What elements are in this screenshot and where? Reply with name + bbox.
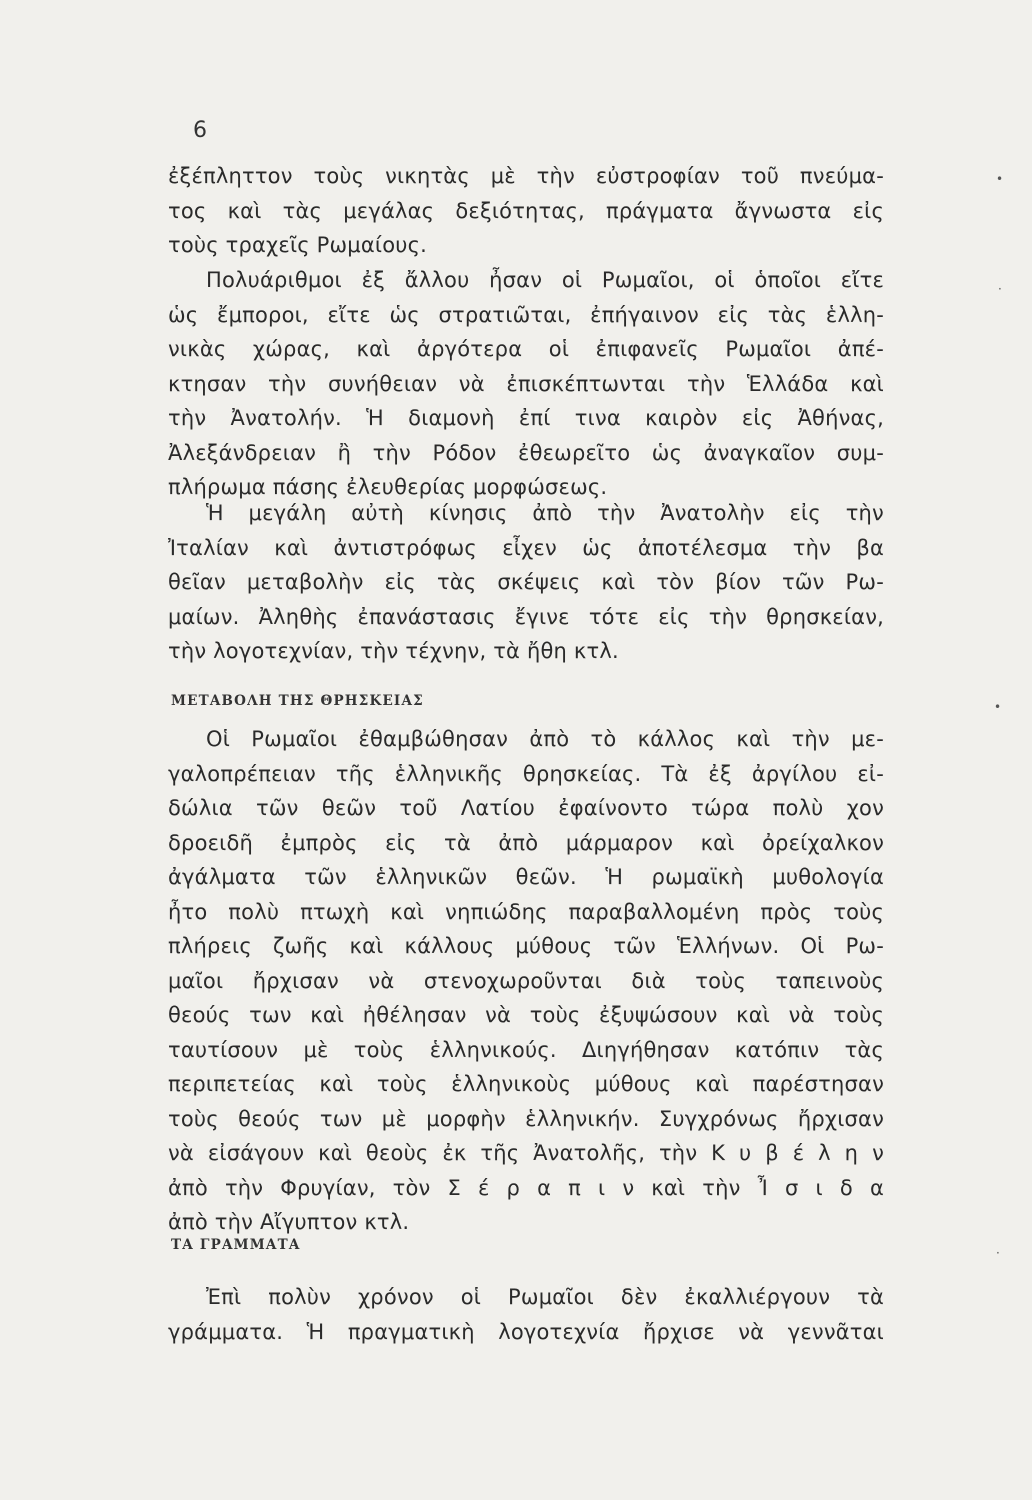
margin-speck: •	[994, 700, 1002, 714]
text-line: δώλια τῶν θεῶν τοῦ Λατίου ἐφαίνοντο τώρα πολὺ χον	[168, 796, 884, 820]
text-line: ἀπὸ τὴν Φρυγίαν, τὸν Σ έ ρ α π ι ν καὶ τὴν Ἶ σ ι δ α	[168, 1175, 884, 1200]
text-line: τὴν λογοτεχνίαν, τὴν τέχνην, τὰ ἤθη κτλ.	[168, 639, 619, 663]
text-line: ἐξέπληττον τοὺς νικητὰς μὲ τὴν εὐστροφίαν τοῦ πνεύμα-	[168, 164, 884, 188]
text-line: ὡς ἔμποροι, εἴτε ὡς στρατιῶται, ἐπήγαινον εἰς τὰς ἑλλη-	[168, 302, 884, 327]
margin-speck: ·	[996, 1246, 1000, 1260]
text-line: τοὺς θεούς των μὲ μορφὴν ἑλληνικήν. Συγχρόνως ἤρχισαν	[168, 1106, 884, 1131]
text-line: Πολυάριθμοι ἐξ ἄλλου ἦσαν οἱ Ρωμαῖοι, οἱ ὁποῖοι εἴτε	[206, 268, 884, 292]
text-line: Ἡ μεγάλη αὐτὴ κίνησις ἀπὸ τὴν Ἀνατολὴν εἰς τὴν	[206, 501, 884, 525]
margin-speck: ·	[998, 282, 1002, 296]
text-line: γράμματα. Ἡ πραγματικὴ λογοτεχνία ἤρχισε νὰ γεννᾶται	[168, 1319, 884, 1344]
text-line: δροειδῆ ἐμπρὸς εἰς τὰ ἀπὸ μάρμαρον καὶ ὀρείχαλκον	[168, 830, 884, 855]
text-line: πλήρωμα πάσης ἐλευθερίας μορφώσεως.	[168, 475, 608, 499]
paragraph-continued	[168, 159, 884, 263]
text-line: τος καὶ τὰς μεγάλας δεξιότητας, πράγματα ἄγνωστα εἰς	[168, 198, 884, 223]
text-line: Ἐπὶ πολὺν χρόνον οἱ Ρωμαῖοι δὲν ἐκαλλιέργουν τὰ	[206, 1285, 884, 1309]
text-line: κτησαν τὴν συνήθειαν νὰ ἐπισκέπτωνται τὴν Ἑλλάδα καὶ	[168, 371, 884, 396]
text-line: ἦτο πολὺ πτωχὴ καὶ νηπιώδης παραβαλλομένη πρὸς τοὺς	[168, 899, 884, 924]
text-line: πλήρεις ζωῆς καὶ κάλλους μύθους τῶν Ἑλλήνων. Οἱ Ρω-	[168, 934, 884, 958]
section-religion-body	[168, 722, 884, 1240]
text-line: ἀπὸ τὴν Αἴγυπτον κτλ.	[168, 1210, 410, 1234]
text-line: Ἰταλίαν καὶ ἀντιστρόφως εἶχεν ὡς ἀποτέλεσμα τὴν βα	[168, 535, 884, 560]
text-line: θεῖαν μεταβολὴν εἰς τὰς σκέψεις καὶ τὸν βίον τῶν Ρω-	[168, 570, 884, 594]
paragraph-great-movement	[168, 496, 884, 669]
text-line: τὴν Ἀνατολήν. Ἡ διαμονὴ ἐπί τινα καιρὸν εἰς Ἀθήνας,	[168, 406, 884, 430]
text-line: μαῖοι ἤρχισαν νὰ στενοχωροῦνται διὰ τοὺς ταπεινοὺς	[168, 968, 884, 993]
text-line: νικὰς χώρας, καὶ ἀργότερα οἱ ἐπιφανεῖς Ρωμαῖοι ἀπέ-	[168, 337, 884, 361]
text-line: μαίων. Ἀληθὴς ἐπανάστασις ἔγινε τότε εἰς τὴν θρησκείαν,	[168, 604, 884, 629]
section-heading-letters: ΤΑ ΓΡΑΜΜΑΤΑ	[171, 1237, 301, 1253]
page-number: 6	[193, 118, 207, 143]
text-line: ταυτίσουν μὲ τοὺς ἑλληνικούς. Διηγήθησαν κατόπιν τὰς	[168, 1037, 884, 1062]
paragraph-romans-travel	[168, 263, 884, 505]
margin-speck: •	[996, 172, 1004, 186]
text-line: περιπετείας καὶ τοὺς ἑλληνικοὺς μύθους καὶ παρέστησαν	[168, 1072, 884, 1096]
text-line: Οἱ Ρωμαῖοι ἐθαμβώθησαν ἀπὸ τὸ κάλλος καὶ τὴν με-	[206, 727, 884, 751]
text-line: ἀγάλματα τῶν ἑλληνικῶν θεῶν. Ἡ ρωμαϊκὴ μυθολογία	[168, 865, 884, 889]
text-line: νὰ εἰσάγουν καὶ θεοὺς ἐκ τῆς Ἀνατολῆς, τὴν Κ υ β έ λ η ν	[168, 1141, 884, 1165]
section-heading-religion: ΜΕΤΑΒΟΛΗ ΤΗΣ ΘΡΗΣΚΕΙΑΣ	[171, 693, 424, 709]
text-line: γαλοπρέπειαν τῆς ἑλληνικῆς θρησκείας. Τὰ ἐξ ἀργίλου εἰ-	[168, 761, 884, 786]
section-letters-body	[168, 1280, 884, 1349]
text-line: θεούς των καὶ ἠθέλησαν νὰ τοὺς ἐξυψώσουν καὶ νὰ τοὺς	[168, 1003, 884, 1027]
text-line: Ἀλεξάνδρειαν ἢ τὴν Ρόδον ἐθεωρεῖτο ὡς ἀναγκαῖον συμ-	[168, 440, 884, 465]
text-line: τοὺς τραχεῖς Ρωμαίους.	[168, 233, 428, 257]
